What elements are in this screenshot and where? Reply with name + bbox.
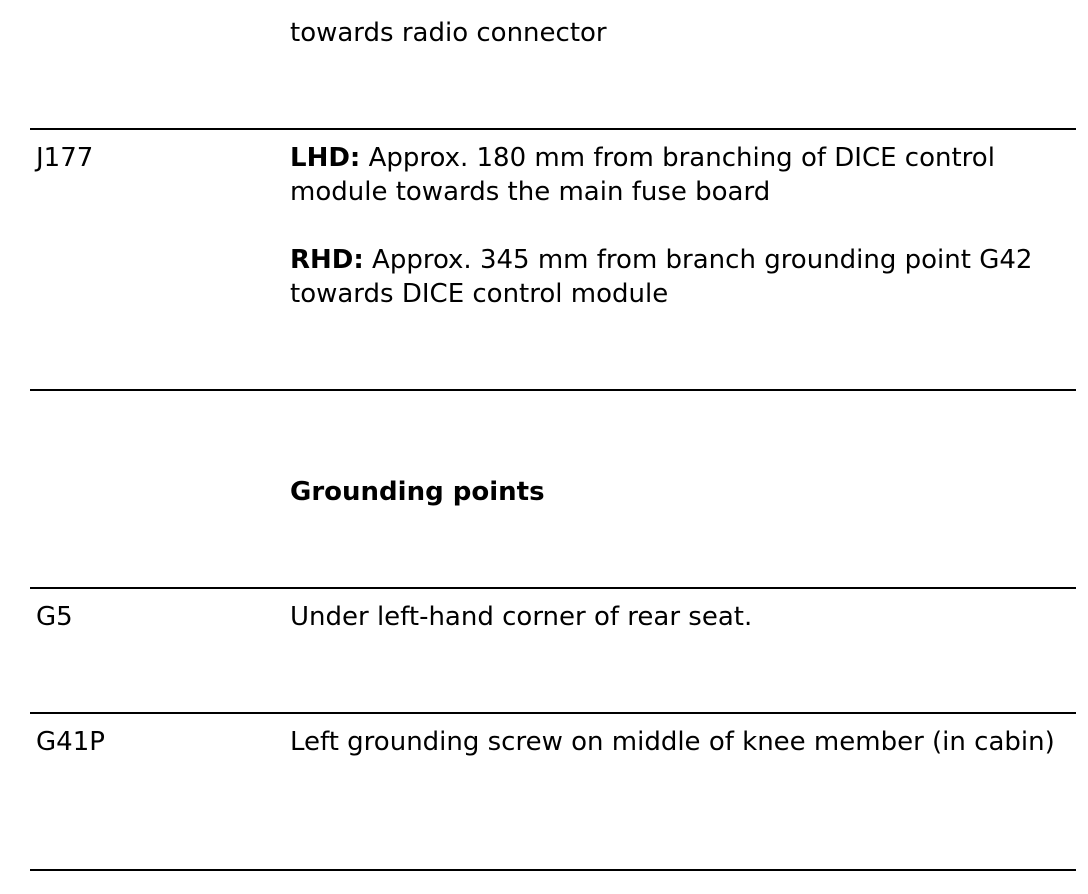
section-heading: Grounding points (290, 477, 545, 507)
continuation-text: towards radio connector (290, 18, 607, 48)
rhd-label: RHD: (290, 245, 364, 275)
row-divider (30, 587, 1076, 589)
lhd-paragraph (290, 141, 1075, 209)
lhd-text: Approx. 180 mm from branching of DICE control module towards the main fuse board (290, 143, 995, 207)
grounding-code-g5: G5 (36, 602, 73, 632)
row-divider (30, 389, 1076, 391)
rhd-text: Approx. 345 mm from branch grounding point G42 towards DICE control module (290, 245, 1033, 309)
connector-description-j177 (290, 141, 1075, 311)
row-divider (30, 712, 1076, 714)
row-divider (30, 869, 1076, 871)
connector-code-j177: J177 (36, 143, 94, 173)
grounding-description-g5: Under left-hand corner of rear seat. (290, 602, 753, 632)
lhd-label: LHD: (290, 143, 361, 173)
grounding-description-g41p: Left grounding screw on middle of knee member (in cabin) (290, 727, 1055, 757)
row-divider (30, 128, 1076, 130)
grounding-code-g41p: G41P (36, 727, 105, 757)
rhd-paragraph (290, 243, 1075, 311)
